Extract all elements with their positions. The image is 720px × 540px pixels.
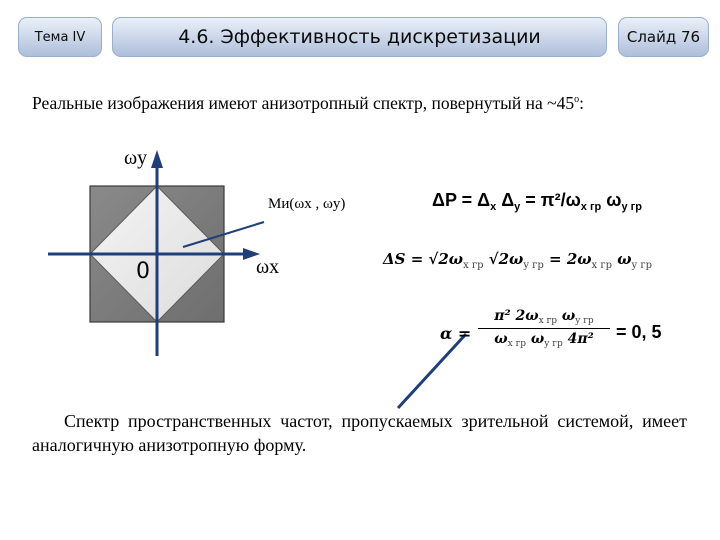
alpha-result: = 0, 5 bbox=[616, 322, 662, 342]
origin-label: 0 bbox=[136, 259, 150, 284]
y-axis-label: ωy bbox=[124, 147, 148, 169]
fraction-numerator: π² $2\omega_{x гр}$ $\omega_{y гр}$ bbox=[478, 308, 610, 329]
formula-delta-s: $\Delta S = √2\omega_{x гр}$ $√2\omega_{y гр} = 2\omega_{x гр}$ $\omega_{y гр}$ bbox=[383, 250, 652, 271]
spectrum-m-label: Mи(ωx , ωy) bbox=[268, 196, 346, 212]
slide-number: Слайд 76 bbox=[626, 28, 701, 46]
conclusion-paragraph: Спектр пространственных частот, пропускаемых зрительной системой, имеет аналогичную анизотропную форму. bbox=[32, 411, 687, 455]
slide-title: 4.6. Эффективность дискретизации bbox=[178, 26, 541, 48]
intro-text: Реальные изображения имеют анизотропный спектр, повернутый на ~45$^o$: bbox=[32, 93, 584, 113]
alpha-pointer-line bbox=[398, 334, 466, 408]
x-axis-label: ωx bbox=[256, 256, 280, 278]
topic-label: Тема IV bbox=[34, 29, 86, 45]
formula-delta-p: $\Delta P = \Delta_x$ $\Delta_y = \pi^2/\omega_{x гр}$ $\omega_{y гр}$ bbox=[432, 190, 642, 213]
fraction-denominator: $\omega_{x гр}$ $\omega_{y гр}$ 4π² bbox=[494, 331, 594, 349]
y-arrow-icon bbox=[151, 150, 163, 168]
alpha-symbol: α = bbox=[440, 324, 472, 343]
formula-alpha-fraction bbox=[478, 308, 610, 349]
